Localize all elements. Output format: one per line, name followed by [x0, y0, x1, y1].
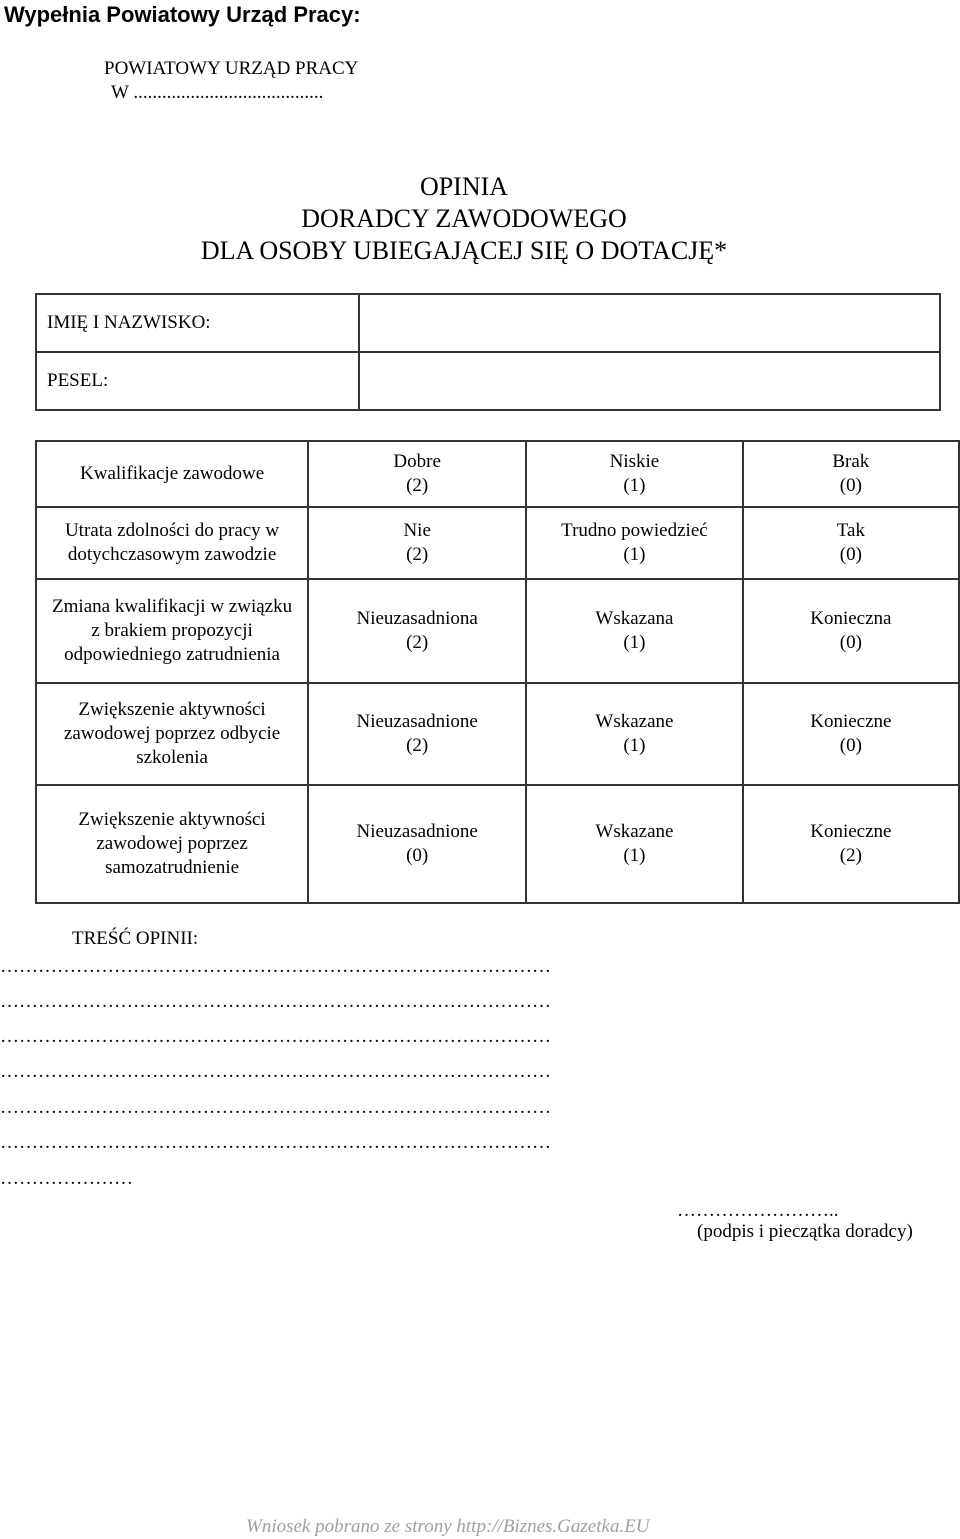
criteria-option[interactable] — [308, 507, 526, 579]
criteria-label-line: Zwiększenie aktywności — [78, 809, 266, 830]
opinion-dotted-line: …………………………………………………………………………… — [0, 991, 551, 1012]
option-text: Nieuzasadniona — [356, 608, 478, 629]
criteria-option[interactable] — [526, 441, 743, 507]
criteria-option[interactable] — [308, 441, 526, 507]
option-score: (1) — [623, 845, 646, 866]
option-score: (2) — [406, 544, 429, 565]
criteria-label — [36, 785, 308, 903]
criteria-option[interactable] — [743, 683, 959, 785]
option-score: (0) — [406, 845, 429, 866]
option-text: Niskie — [609, 451, 660, 472]
option-text: Nieuzasadnione — [356, 821, 478, 842]
option-score: (0) — [839, 544, 862, 565]
criteria-option[interactable] — [743, 441, 959, 507]
opinion-dotted-line: …………………………………………………………………………… — [0, 1097, 551, 1118]
option-text: Dobre — [393, 451, 441, 472]
opinion-dotted-line: …………………………………………………………………………… — [0, 956, 551, 977]
criteria-label-line: zawodowej poprzez odbycie — [63, 723, 281, 744]
opinion-dotted-line: …………………………………………………………………………… — [0, 1061, 551, 1082]
criteria-option[interactable] — [743, 507, 959, 579]
option-text: Nie — [403, 520, 431, 541]
opinion-dotted-line: …………………………………………………………………………… — [0, 1132, 551, 1153]
criteria-row — [36, 785, 959, 903]
criteria-label-line: zawodowej poprzez — [96, 833, 248, 854]
criteria-option[interactable] — [526, 785, 743, 903]
option-text: Wskazane — [595, 821, 674, 842]
criteria-option[interactable] — [526, 579, 743, 683]
office-name: POWIATOWY URZĄD PRACY — [104, 58, 359, 79]
option-text: Brak — [832, 451, 870, 472]
option-score: (1) — [623, 735, 646, 756]
footer-watermark: Wniosek pobrano ze strony http://Biznes.Gazetka.EU — [246, 1516, 650, 1537]
criteria-label-line: samozatrudnienie — [105, 857, 240, 878]
option-score: (1) — [623, 632, 646, 653]
criteria-label-line: z brakiem propozycji — [91, 620, 253, 641]
option-text: Wskazane — [595, 711, 674, 732]
option-text: Trudno powiedzieć — [561, 520, 708, 541]
office-location-field: W ........................................ — [111, 82, 324, 103]
criteria-option[interactable] — [308, 579, 526, 683]
option-score: (0) — [839, 475, 862, 496]
criteria-label-line: Utrata zdolności do pracy w — [64, 520, 280, 541]
title-line-1: OPINIA — [419, 172, 509, 201]
pesel-field[interactable] — [359, 352, 940, 410]
criteria-label-line: dotychczasowym zawodzie — [67, 544, 277, 565]
criteria-label — [36, 441, 308, 507]
criteria-option[interactable] — [308, 683, 526, 785]
signature-line: …………………….. — [677, 1200, 839, 1221]
option-text: Konieczne — [810, 821, 892, 842]
criteria-row — [36, 507, 959, 579]
option-score: (2) — [406, 632, 429, 653]
option-text: Konieczna — [810, 608, 892, 629]
option-score: (2) — [406, 735, 429, 756]
name-row — [36, 294, 940, 352]
criteria-option[interactable] — [743, 579, 959, 683]
assessment-table — [35, 440, 960, 904]
criteria-label — [36, 507, 308, 579]
pesel-row — [36, 352, 940, 410]
identity-table — [35, 293, 941, 411]
title-line-3: DLA OSOBY UBIEGAJĄCEJ SIĘ O DOTACJĘ* — [200, 236, 728, 265]
pesel-label: PESEL: — [36, 352, 359, 410]
title-line-2: DORADCY ZAWODOWEGO — [301, 204, 627, 233]
criteria-label-line: Zmiana kwalifikacji w związku — [52, 596, 293, 617]
document-title — [0, 171, 928, 267]
criteria-label-line: odpowiedniego zatrudnienia — [64, 644, 280, 665]
option-score: (1) — [623, 475, 646, 496]
option-score: (2) — [839, 845, 862, 866]
criteria-label-line: szkolenia — [136, 747, 208, 768]
signature-label: (podpis i pieczątka doradcy) — [697, 1221, 913, 1242]
option-score: (2) — [406, 475, 429, 496]
option-score: (1) — [623, 544, 646, 565]
option-text: Konieczne — [810, 711, 892, 732]
criteria-label-line: Kwalifikacje zawodowe — [80, 463, 265, 484]
criteria-option[interactable] — [526, 507, 743, 579]
option-text: Wskazana — [595, 608, 674, 629]
opinion-label: TREŚĆ OPINII: — [72, 928, 199, 949]
criteria-row — [36, 683, 959, 785]
name-label: IMIĘ I NAZWISKO: — [36, 294, 359, 352]
criteria-option[interactable] — [308, 785, 526, 903]
criteria-option[interactable] — [743, 785, 959, 903]
option-score: (0) — [839, 632, 862, 653]
name-field[interactable] — [359, 294, 940, 352]
opinion-dotted-line: ………………… — [0, 1168, 133, 1189]
criteria-label — [36, 579, 308, 683]
criteria-row — [36, 441, 959, 507]
criteria-row — [36, 579, 959, 683]
criteria-label — [36, 683, 308, 785]
option-text: Tak — [836, 520, 865, 541]
opinion-dotted-line: …………………………………………………………………………… — [0, 1026, 551, 1047]
form-heading: Wypełnia Powiatowy Urząd Pracy: — [4, 2, 361, 27]
option-text: Nieuzasadnione — [356, 711, 478, 732]
option-score: (0) — [839, 735, 862, 756]
criteria-label-line: Zwiększenie aktywności — [78, 699, 266, 720]
criteria-option[interactable] — [526, 683, 743, 785]
